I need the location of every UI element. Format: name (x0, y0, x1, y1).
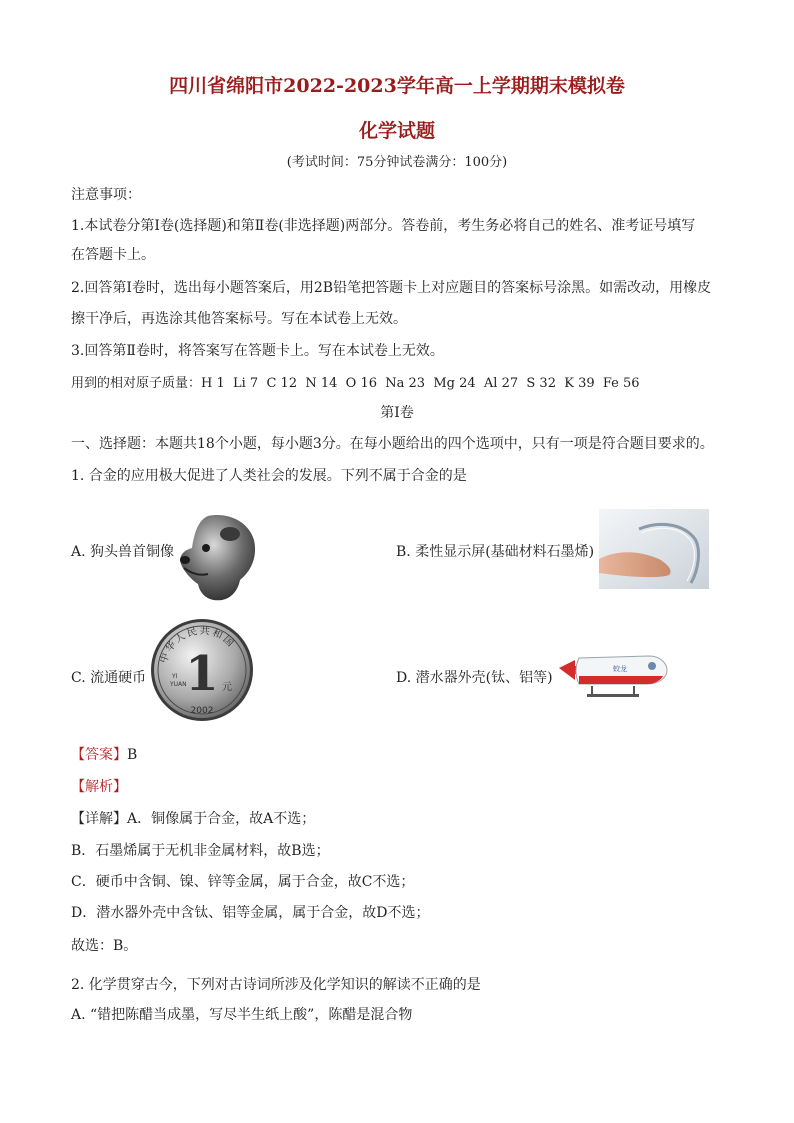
conclusion: 故选：B。 (71, 938, 138, 954)
notice-heading: 注意事项： (71, 187, 141, 203)
exam-info: (考试时间：75分钟试卷满分：100分) (286, 155, 508, 170)
coin-numeral: 1 (185, 646, 219, 702)
detail-line-b: B．石墨烯属于无机非金属材料，故B选； (71, 843, 330, 859)
q1-option-d: D. 潜水器外壳(钛、铝等) (396, 670, 553, 686)
dog-head-bronze-image (178, 510, 258, 602)
coin-pinyin-yi: YI (172, 673, 178, 680)
notice-item-3: 3.回答第Ⅱ卷时，将答案写在答题卡上。写在本试卷上无效。 (71, 343, 444, 359)
section-intro: 一、选择题：本题共18个小题，每小题3分。在每小题给出的四个选项中，只有一项是符合题目要求的。 (71, 436, 714, 452)
q1-answer (71, 744, 137, 764)
detail-line-d: D．潜水器外壳中含钛、铝等金属，属于合金，故D不选； (71, 905, 430, 921)
q1-option-b: B. 柔性显示屏(基础材料石墨烯) (396, 544, 595, 560)
q1-option-a: A. 狗头兽首铜像 (71, 544, 175, 560)
flexible-screen-image (599, 509, 709, 589)
coin-pinyin-yuan: YUAN (170, 681, 187, 688)
detail-tag: 【详解】 (71, 811, 127, 827)
question-1-stem: 1. 合金的应用极大促进了人类社会的发展。下列不属于合金的是 (71, 468, 467, 484)
coin-year: 2002 (190, 706, 214, 716)
coin-top-text: 中华人民共和国 (158, 625, 237, 665)
page-subtitle: 化学试题 (358, 120, 435, 142)
question-2-stem: 2. 化学贯穿古今，下列对古诗词所涉及化学知识的解读不正确的是 (71, 977, 481, 993)
notice-item-1: 1.本试卷分第Ⅰ卷(选择题)和第Ⅱ卷(非选择题)两部分。答卷前，考生务必将自己的姓名、准考证号填写 (71, 218, 696, 234)
answer-value: B (127, 747, 138, 763)
detail-line-a: 【详解】A．铜像属于合金，故A不选； (71, 811, 316, 827)
analysis-tag: 【解析】 (71, 779, 127, 795)
answer-tag: 【答案】 (71, 747, 127, 763)
page-title: 四川省绵阳市2022-2023学年高一上学期期末模拟卷 (169, 75, 625, 97)
coin-image (150, 618, 254, 722)
detail-line-c: C．硬币中含铜、镍、锌等金属，属于合金，故C不选； (71, 874, 415, 890)
volume-label: 第Ⅰ卷 (380, 405, 414, 421)
atomic-mass-line: 用到的相对原子质量：H 1 Li 7 C 12 N 14 O 16 Na 23 Mg 24 Al 27 S 32 K 39 Fe 56 (71, 376, 640, 391)
notice-item-1-cont: 在答题卡上。 (71, 247, 155, 263)
q2-option-a: A. “错把陈醋当成墨，写尽半生纸上酸”，陈醋是混合物 (71, 1007, 413, 1023)
notice-item-2-cont: 擦干净后，再选涂其他答案标号。写在本试卷上无效。 (71, 311, 407, 327)
q1-option-c: C. 流通硬币 (71, 670, 147, 686)
notice-item-2: 2.回答第Ⅰ卷时，选出每小题答案后，用2B铅笔把答题卡上对应题目的答案标号涂黑。如需改动，用橡皮 (71, 280, 712, 296)
submersible-label: 蛟龙 (613, 665, 627, 673)
submersible-image (557, 646, 669, 702)
coin-unit: 元 (222, 682, 232, 693)
